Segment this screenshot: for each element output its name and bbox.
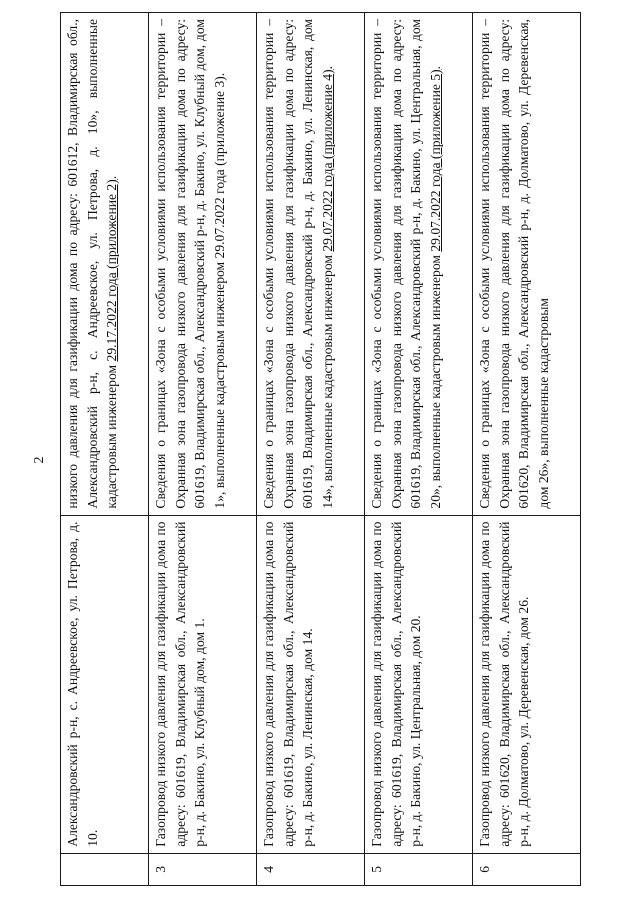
info-text: Сведения о границах «Зона с особыми условиями использования территории – Охранная зона газопровода низкого давления для газификации дома по адресу: 601619, Владимирская обл., Александровский р-н, д. Бакино, ул. Клубный дом, дом 1», выполненные кадастровым инженером 29.07.2022 года (приложение 3). xyxy=(153,19,227,509)
table-row xyxy=(365,13,473,886)
object-cell: Газопровод низкого давления для газификации дома по адресу: 601619, Владимирская обл., Александровский р-н, д. Бакино, ул. Ленинская, дом 14. xyxy=(257,515,365,853)
info-date: 29.07.2022 года (приложение 4) xyxy=(319,69,335,252)
table-row xyxy=(61,13,149,886)
row-number-cell: 5 xyxy=(365,853,473,885)
info-cell xyxy=(257,13,365,516)
info-cell xyxy=(473,13,581,516)
info-cell xyxy=(365,13,473,516)
row-number-cell: 6 xyxy=(473,853,581,885)
info-text: Сведения о границах «Зона с особыми условиями использования территории – Охранная зона газопровода низкого давления для газификации дома по адресу: 601619, Владимирская обл., Александровский р-н, д. Бакино, ул. Центральная, дом 20», выполненные кадастровым инженером xyxy=(369,19,443,509)
row-number-cell: 3 xyxy=(149,853,257,885)
info-end: . xyxy=(104,175,120,180)
info-date: 29.07.2022 года (приложение 5) xyxy=(427,69,443,252)
rotated-page xyxy=(60,12,580,886)
info-end: . xyxy=(319,65,335,70)
info-text: низкого давления для газификации дома по адресу: 601612, Владимирская обл., Александровский р-н, с. Андреевское, ул. Петрова, д. 10», выполненные кадастровым инженером xyxy=(65,19,120,509)
row-number-cell xyxy=(61,853,149,885)
object-cell: Газопровод низкого давления для газификации дома по адресу: 601619, Владимирская обл., Александровский р-н, д. Бакино, ул. Центральная, дом 20. xyxy=(365,515,473,853)
object-cell: Газопровод низкого давления для газификации дома по адресу: 601620, Владимирская обл., Александровский р-н, д. Долматово, ул. Деревенская, дом 26. xyxy=(473,515,581,853)
object-cell: Газопровод низкого давления для газификации дома по адресу: 601619, Владимирская обл., Александровский р-н, д. Бакино, ул. Клубный дом, дом 1. xyxy=(149,515,257,853)
info-date: 29.17.2022 года (приложение 2) xyxy=(104,179,120,362)
info-text: Сведения о границах «Зона с особыми условиями использования территории – Охранная зона газопровода низкого давления для газификации дома по адресу: 601619, Владимирская обл., Александровский р-н, д. Бакино, ул. Ленинская, дом 14», выполненные кадастровым инженером xyxy=(261,19,335,509)
page-number: 2 xyxy=(32,456,47,464)
info-end: . xyxy=(427,65,443,70)
document-table xyxy=(60,12,581,886)
info-cell xyxy=(61,13,149,516)
row-number-cell: 4 xyxy=(257,853,365,885)
object-cell: Александровский р-н, с. Андреевское, ул. Петрова, д. 10. xyxy=(61,515,149,853)
info-text: Сведения о границах «Зона с особыми условиями использования территории – Охранная зона газопровода низкого давления для газификации дома по адресу: 601620, Владимирская обл., Александровский р-н, д. Долматово, ул. Деревенская, дом 26», выполненные кадастровым xyxy=(477,19,551,509)
table-row xyxy=(257,13,365,886)
info-cell xyxy=(149,13,257,516)
table-row xyxy=(149,13,257,886)
table-row xyxy=(473,13,581,886)
